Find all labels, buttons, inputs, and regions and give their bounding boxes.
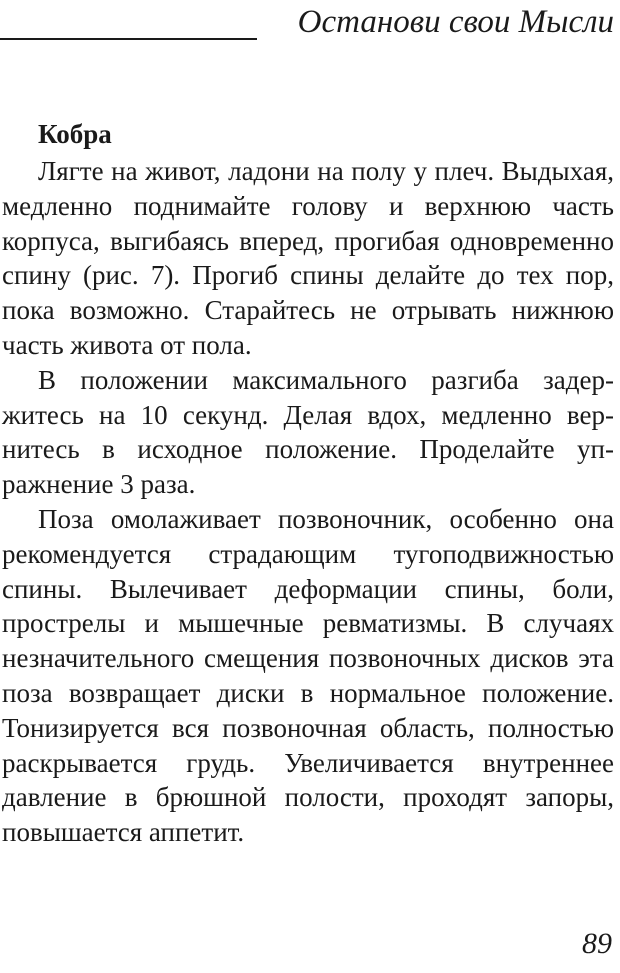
page-body bbox=[2, 114, 614, 850]
paragraph-3: Поза омолаживает позвоночник, особенно она рекомендуется страдающим тугоподвижностью спины. Вылечивает деформации спины, боли, прострелы и мышечные ревматизмы. В случаях незначительного смещения позвоночных дисков эта поза возвращает диски в нормальное положение. Тонизируется вся позвоночная область, полностью раскрывается грудь. Увеличивается внутреннее давление в брюшной полости, проходят запоры, повышается аппетит. bbox=[2, 503, 614, 848]
header-rule bbox=[0, 38, 257, 40]
running-title: Останови свои Мысли bbox=[297, 4, 614, 40]
paragraph-2: В положении максимального разгиба задержитесь на 10 секунд. Делая вдох, медленно вернитесь в исходное положение. Проделайте упражнение 3 раза. bbox=[2, 364, 614, 500]
page-number: 89 bbox=[582, 927, 612, 960]
paragraph-1: Лягте на живот, ладони на полу у плеч. Выдыхая, медленно поднимайте голову и верхнюю часть корпуса, выгибаясь вперед, прогибая одновременно спину (рис. 7). Прогиб спины делайте до тех пор, пока возможно. Старайтесь не отрывать нижнюю часть живота от пола. bbox=[2, 156, 614, 360]
page-header bbox=[0, 0, 620, 52]
section-heading: Кобра bbox=[38, 119, 112, 149]
